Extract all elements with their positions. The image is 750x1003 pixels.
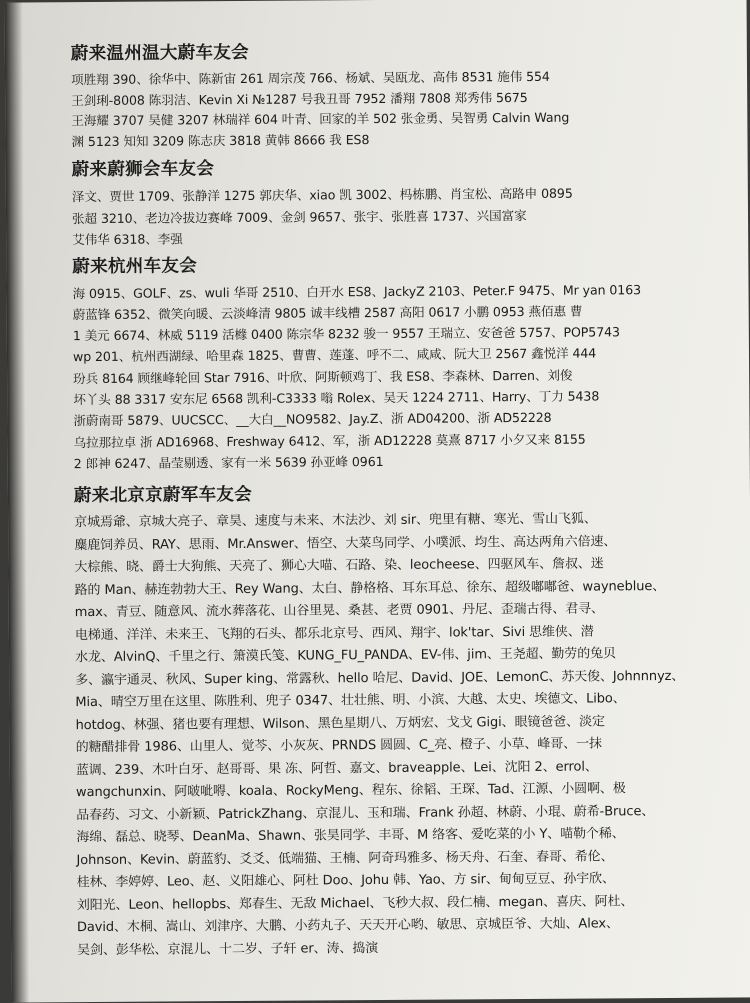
text-line: 项胜翔 390、徐华中、陈新宙 261 周宗茂 766、杨斌、吴瓯龙、高伟 8531 施伟 554 xyxy=(71,68,550,88)
text-line: 浙蔚南哥 5879、UUCSCC、__大白__NO9582、Jay.Z、浙 AD04200、浙 AD52228 xyxy=(73,410,552,429)
text-line: 桂林、李婷婷、Leo、赵、义阳雄心、阿杜 Doo、Johu 韩、Yao、方 sir、甸甸豆豆、孙宇欣、 xyxy=(76,871,615,891)
text-line: 艾伟华 6318、李强 xyxy=(72,231,183,248)
text-line: 吴剑、彭华松、京混儿、十二岁、子轩 er、涛、捣演 xyxy=(77,940,379,958)
page-edge-shadow xyxy=(5,2,30,1002)
text-line: Johnson、Kevin、蔚蓝豹、爻爻、低端猫、王楠、阿奇玛雅多、杨天舟、石奎、春哥、希伦、 xyxy=(76,849,614,868)
text-line: 玢兵 8164 顾继峰轮回 Star 7916、叶欣、阿斯顿鸡丁、我 ES8、李森林、Darren、刘俊 xyxy=(73,367,573,386)
document-body xyxy=(71,38,737,963)
text-line: 蔚蓝锋 6352、微笑向暖、云淡峰清 9805 诚丰线槽 2587 高阳 0617 小鹏 0953 燕佰惠 曹 xyxy=(72,303,583,322)
text-line: 蓝调、239、木叶白牙、赵哥哥、果 冻、阿哲、嘉文、braveapple、Lei、沈阳 2、errol、 xyxy=(75,759,598,778)
section-title: 蔚来北京京蔚军车友会 xyxy=(73,485,253,507)
text-line: 路的 Man、赫连勃勃大王、Rey Wang、太白、静格格、耳东耳总、徐东、超级嘟嘟爸、wayneblue、 xyxy=(74,578,666,598)
text-line: wangchunxin、阿啵呲嘚、koala、RockyMeng、程东、徐韬、王琛、Tad、江源、小圆啊、极 xyxy=(75,781,626,801)
text-line: 1 美元 6674、林威 5119 活橼 0400 陈宗华 8232 骏一 9557 王瑞立、安爸爸 5757、POP5743 xyxy=(72,324,620,344)
text-line: 刘阳光、Leon、hellopbs、郑春生、无敌 Michael、飞秒大叔、段仁楠、megan、喜庆、阿杜、 xyxy=(76,893,634,913)
text-line: 的糖醋排骨 1986、山里人、觉芩、小灰灰、PRNDS 圆圆、C_亮、橙子、小草、峰哥、一抹 xyxy=(75,736,602,756)
text-line: 水龙、AlvinQ、千里之行、箫漠氏笺、KUNG_FU_PANDA、EV-伟、jim、王尧超、勤劳的兔贝 xyxy=(75,646,616,666)
text-line: wp 201、杭州西湖绿、哈里森 1825、曹曹、莲蓬、呼不二、咸咸、阮大卫 2567 鑫悦洋 444 xyxy=(72,345,597,365)
text-line: max、青豆、随意风、流水葬落花、山谷里晃、桑甚、老贾 0901、丹尼、歪瑞古得、君寻、 xyxy=(74,601,604,621)
text-line: 坏丫头 88 3317 安东尼 6568 凯利-C3333 嗡 Rolex、吴天 1224 2711、Harry、丁力 5438 xyxy=(73,388,600,408)
section-title: 蔚来蔚狮会车友会 xyxy=(71,159,215,181)
text-line: 麋鹿饲养员、RAY、思雨、Mr.Answer、悟空、大菜鸟同学、小噗派、均生、高达两角六倍速、 xyxy=(74,534,617,553)
text-line: 王剑琍-8008 陈羽洁、Kevin Xi №1287 号我丑哥 7952 潘翔 7808 郑秀伟 5675 xyxy=(71,89,528,108)
text-line: 多、瀛宇通灵、秋风、Super king、常露秋、hello 哈尼、David、JOE、LemonC、苏天俊、Johnnnyz、 xyxy=(75,668,685,688)
text-line: 2 郎神 6247、晶莹剔透、家有一米 5639 孙亚峰 0961 xyxy=(73,453,384,472)
section-weishi xyxy=(72,154,733,251)
text-line: 电梯通、洋洋、未来王、飞翔的石头、都乐北京号、西风、翔宇、lok'tar、Sivi 思维侠、潜 xyxy=(74,624,594,643)
text-line: 海绵、磊总、晓琴、DeanMa、Shawn、张昊同学、丰哥、M 络客、爱吃菜的小 Y、喵勒个稀、 xyxy=(76,826,625,846)
text-line: 大棕熊、晓、爵士大狗熊、天亮了、狮心大喵、石路、染、leocheese、四驱风车、詹叔、迷 xyxy=(74,556,604,576)
paper-sheet xyxy=(5,0,750,1003)
section-hangzhou xyxy=(72,250,734,474)
text-line: hotdog、林强、猪也要有理想、Wilson、黑色星期八、万炳宏、戈戈 Gigi、眼镜爸爸、淡定 xyxy=(75,714,605,733)
text-line: 渊 5123 知知 3209 陈志庆 3818 黄韩 8666 我 ES8 xyxy=(71,131,370,149)
text-line: Mia、晴空万里在这里、陈胜利、兜子 0347、壮壮熊、明、小滨、大越、太史、埃德文、Libo、 xyxy=(75,691,626,711)
text-line: 王海耀 3707 吴健 3207 林瑞祥 604 叶青、回家的羊 502 张金勇、吴智勇 Calvin Wang xyxy=(71,109,570,129)
text-line: David、木桐、嵩山、刘津序、大鹏、小药丸子、天天开心哟、敏思、京城臣爷、大灿、Alex、 xyxy=(76,916,619,936)
section-beijing xyxy=(74,480,737,963)
section-title: 蔚来杭州车友会 xyxy=(72,255,198,277)
text-line: 泽文、贾世 1709、张静洋 1275 郭庆华、xiao 凯 3002、杩栋鹏、肖宝松、高路申 0895 xyxy=(71,185,573,205)
section-wenzhou xyxy=(71,38,732,153)
text-line: 张超 3210、老边冷拔边赛峰 7009、金剑 9657、张宇、张胜喜 1737、兴国富家 xyxy=(71,207,527,226)
text-line: 品春药、习文、小新颖、PatrickZhang、京混儿、玉和瑞、Frank 孙超、林蔚、小琨、蔚希-Bruce、 xyxy=(76,803,655,823)
text-line: 乌拉那拉卓 浙 AD16968、Freshway 6412、军，浙 AD12228 莫熹 8717 小夕又来 8155 xyxy=(73,431,586,450)
text-line: 海 0915、GOLF、zs、wuli 华哥 2510、白开水 ES8、JackyZ 2103、Peter.F 9475、Mr yan 0163 xyxy=(72,281,642,301)
text-line: 京城焉爺、京城大亮子、章昊、速度与未来、木法沙、刘 sir、兜里有糖、寒光、雪山飞狐、 xyxy=(74,511,597,531)
section-title: 蔚来温州温大蔚车友会 xyxy=(70,42,249,65)
